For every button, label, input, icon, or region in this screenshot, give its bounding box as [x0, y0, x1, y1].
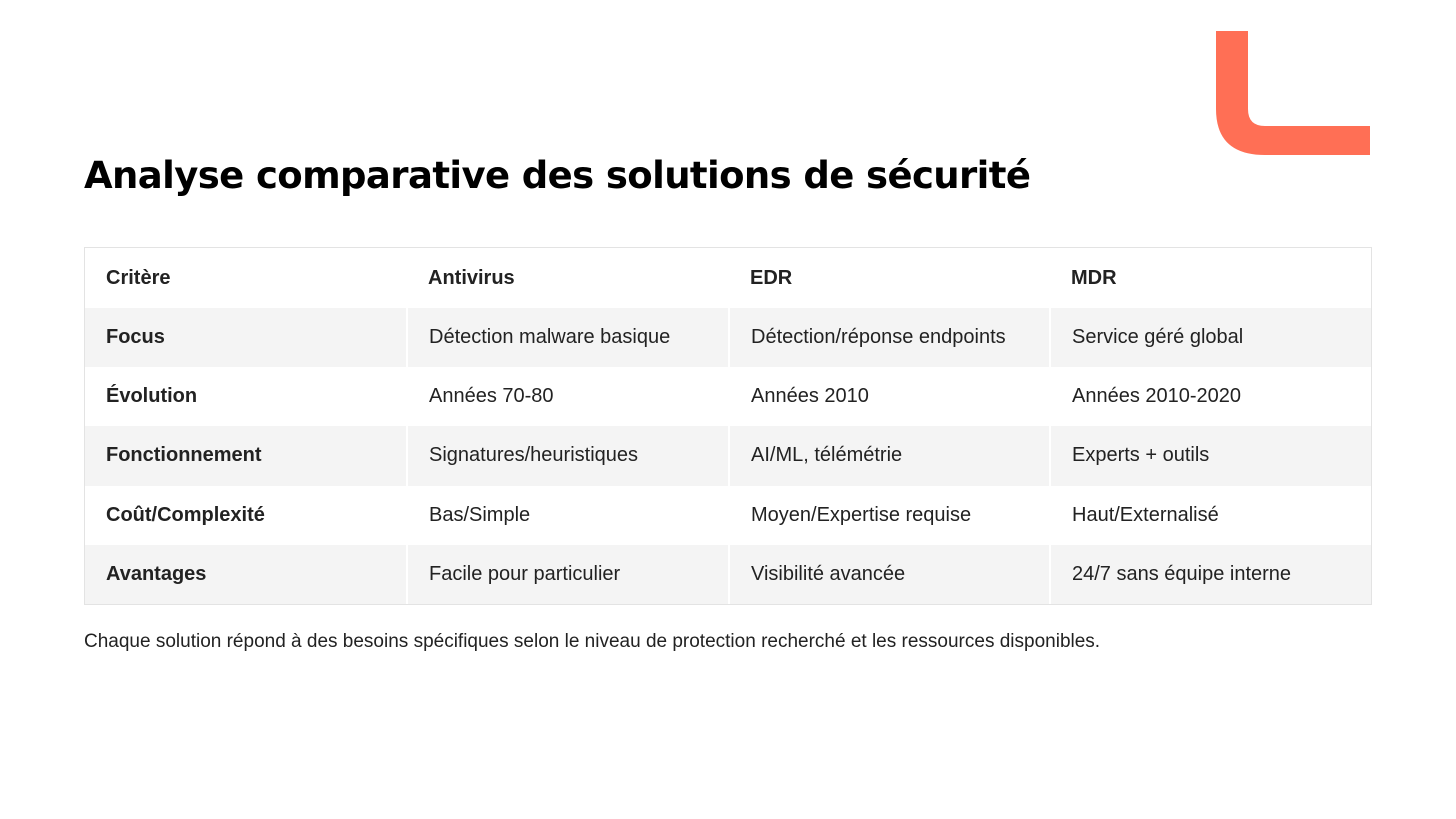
column-header: MDR [1050, 248, 1371, 308]
table-row [85, 486, 1371, 545]
table-cell: Années 2010-2020 [1050, 367, 1371, 426]
row-label: Fonctionnement [85, 426, 407, 485]
table-cell: Années 2010 [729, 367, 1050, 426]
column-header: Antivirus [407, 248, 729, 308]
row-label: Coût/Complexité [106, 503, 265, 526]
table-cell: AI/ML, télémétrie [729, 426, 1050, 485]
table-cell: Signatures/heuristiques [407, 426, 729, 485]
table-row [85, 367, 1371, 426]
table-cell: Bas/Simple [407, 486, 729, 545]
footnote-text: Chaque solution répond à des besoins spécifiques selon le niveau de protection recherché et les ressources disponibles. [84, 631, 1101, 652]
table-cell: Visibilité avancée [729, 545, 1050, 604]
table-header-row [85, 248, 1371, 308]
table-cell: Service géré global [1050, 308, 1371, 367]
table-cell: Facile pour particulier [407, 545, 729, 604]
column-header: EDR [729, 248, 1050, 308]
row-label: Avantages [85, 545, 407, 604]
table-cell: Détection malware basique [407, 308, 729, 367]
row-label: Évolution [106, 385, 198, 408]
table-cell: Experts + outils [1050, 426, 1371, 485]
table-cell: Détection/réponse endpoints [729, 308, 1050, 367]
comparison-table [84, 247, 1372, 605]
table-cell: 24/7 sans équipe interne [1050, 545, 1371, 604]
column-header: Critère [85, 248, 407, 308]
table-cell: Haut/Externalisé [1050, 486, 1371, 545]
bracket-logo-icon [1216, 31, 1370, 155]
table-row [85, 545, 1371, 604]
table-cell: Années 70-80 [407, 367, 729, 426]
table-cell: Moyen/Expertise requise [729, 486, 1050, 545]
table-row [85, 426, 1371, 485]
table-row [85, 308, 1371, 367]
page-title: Analyse comparative des solutions de sécurité [84, 154, 1031, 197]
row-label: Focus [85, 308, 407, 367]
